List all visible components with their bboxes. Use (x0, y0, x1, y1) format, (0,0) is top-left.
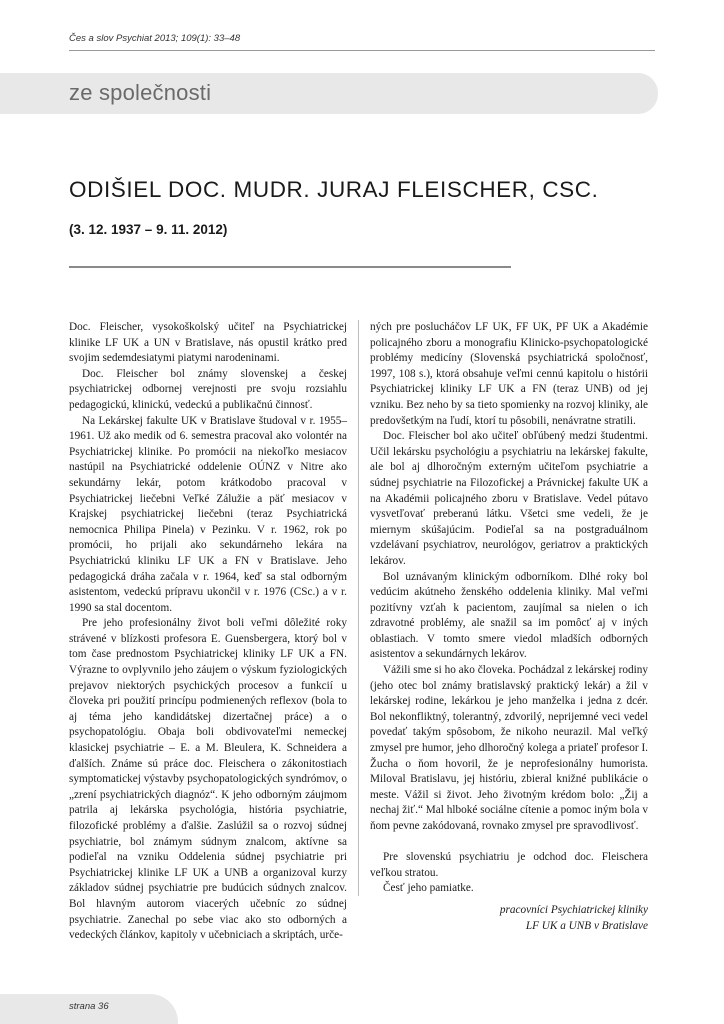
paragraph: Doc. Fleischer bol známy slovenskej a českej psychiatrickej odbornej verejnosti pre svoju rozsiahlu pedagogickú, klinickú, vedeckú a publikačnú činnosť. (69, 367, 347, 411)
column-divider (358, 320, 359, 896)
right-column (370, 320, 648, 897)
signature (500, 902, 648, 934)
page-number: strana 36 (69, 1001, 109, 1012)
journal-reference: Čes a slov Psychiat 2013; 109(1): 33–48 (69, 33, 241, 44)
article-title: ODIŠIEL DOC. MUDR. JURAJ FLEISCHER, CSC. (69, 177, 599, 202)
paragraph: Česť jeho pamiatke. (383, 882, 474, 895)
section-label: ze společnosti (69, 80, 212, 105)
paragraph: Pre jeho profesionálny život boli veľmi dôležité roky strávené v blízkosti profesora E. Guensbergera, ktorý bol v tom čase prednostom Psychiatrickej kliniky LF UK a FN. Výrazne to ovplyvnilo jeho záujem o výskum fyziologických prejavov niektorých psychických procesov a funkcií u človeka pri použití princípu podmienených reflexov (bola to aj téma jeho kandidátskej dizertačnej práce) a o psychopatológiu. Obaja boli obdivovateľmi nemeckej klasickej psychiatrie – E. a M. Bleulera, K. Schneidera a ďalších. Známe sú práce doc. Fleischera o zákonitostiach symptomatickej výstavby psychopatologických syndrómov, o „zrení psychiatrických diagnóz“. K jeho odborným záujmom patrila aj lekárska psychológia, história psychiatrie, filozofické problémy a ďalšie. Zaslúžil sa o rozvoj súdnej psychiatrie, bol známym súdnym znalcom, aktívne sa podieľal na vzniku Oddelenia súdnej psychiatrie pri Psychiatrickej klinike LF UK a UNB a organizoval kurzy základov súdnej psychiatrie pre budúcich súdnych znalcov. Bol hlavným autorom viacerých učebníc zo súdnej psychiatrie. Zanechal po sebe viac ako sto odborných a vedeckých článkov, kapitoly v učebniciach a skriptách, urče- (69, 617, 347, 942)
header-divider (69, 50, 655, 51)
paragraph: Doc. Fleischer bol ako učiteľ obľúbený medzi študentmi. Učil lekársku psychológiu a psychiatriu na lekárskej fakulte, ale bol aj dlhoročným externým učiteľom psychiatrie a súdnej psychiatrie na Filozofickej a Právnickej fakulte UK a na Akadémii policajného zboru v Bratislave. Vedel pútavo vysvetľovať preberanú látku. Všetci sme vedeli, že je miernym skúšajúcim. Podieľal sa na postgraduálnom vzdelávaní psychiatrov, neurológov, geriatrov a praktických lekárov. (370, 430, 648, 567)
paragraph: Doc. Fleischer, vysokoškolský učiteľ na Psychiatrickej klinike LF UK a UN v Bratislave, nás opustil krátko pred svojim sedemdesiatymi piatymi narodeninami. (69, 321, 347, 365)
title-divider (69, 266, 511, 268)
left-column (69, 320, 347, 944)
paragraph: Na Lekárskej fakulte UK v Bratislave študoval v r. 1955–1961. Už ako medik od 6. semestra pracoval ako volontér na Psychiatrickej klinike. Po promócii na niekoľko mesiacov nastúpil na Psychiatrické oddelenie OÚNZ v Nitre ako sekundárny lekár, potom krátkodobo pracoval v Psychiatrickej liečebni Veľké Zálužie a päť mesiacov v Krajskej psychiatrickej liečebni (teraz Psychiatrická nemocnica Philipa Pinela) v Pezinku. V r. 1962, rok po promócii, ho prijali ako sekundárneho lekára na Psychiatrickú kliniku LF UK a FN v Bratislave. Jeho pedagogická dráha začala v r. 1964, keď sa stal odborným asistentom, vedeckú prípravu ukončil v r. 1976 (CSc.) a v r. 1990 sa stal docentom. (69, 414, 347, 614)
article-dates: (3. 12. 1937 – 9. 11. 2012) (69, 222, 228, 237)
paragraph: Bol uznávaným klinickým odborníkom. Dlhé roky bol vedúcim akútneho ženského oddelenia kliniky. Mal veľmi pozitívny vzťah k pacientom, zaujímal sa nielen o ich zdravotné problémy, ale snažil sa im pomôcť aj v iných oblastiach. V tomto smere viedol mladších odborných asistentov a sekundárnych lekárov. (370, 570, 648, 661)
paragraph: Vážili sme si ho ako človeka. Pochádzal z lekárskej rodiny (jeho otec bol známy bratislavský praktický lekár) a žil v lekárskej rodine, lekárkou je jeho manželka i jedna z dcér. Bol nekonfliktný, tolerantný, zdvorilý, neprijemné veci vedel povedať takým spôsobom, že nikoho neurazil. Mal veľký zmysel pre humor, jeho dlhoročný kolega a priateľ profesor I. Žucha o ňom hovoril, že je neprofesionálny humorista. Miloval Bratislavu, jej históriu, zbieral knižné publikácie o meste. Vážil si život. Jeho životným krédom bolo: „Žij a nechaj žiť.“ Mal hlboké sociálne cítenie a pomoc iným bola v ňom pevne zakódovaná, rovnako zmysel pre spravodlivosť. (370, 664, 648, 832)
signature-line: pracovníci Psychiatrickej kliniky (499, 904, 648, 916)
signature-line: LF UK a UNB v Bratislave (525, 920, 648, 932)
paragraph: Pre slovenskú psychiatriu je odchod doc. Fleischera veľkou stratou. (370, 851, 648, 879)
paragraph: ných pre poslucháčov LF UK, FF UK, PF UK a Akadémie policajného zboru a monografiu Klinicko-psychopatologické problémy medicíny (Slovenská psychiatrická spoločnosť, 1997, 108 s.), ktorá obsahuje veľmi cennú kapitolu o histórii Psychiatrickej kliniky LF UK a FN (teraz UNB) od jej vzniku. Bez neho by sa tieto spomienky na rozvoj kliniky, ale predovšetkým na ľudí, ktorí tu pôsobili, nenávratne stratili. (370, 321, 648, 427)
